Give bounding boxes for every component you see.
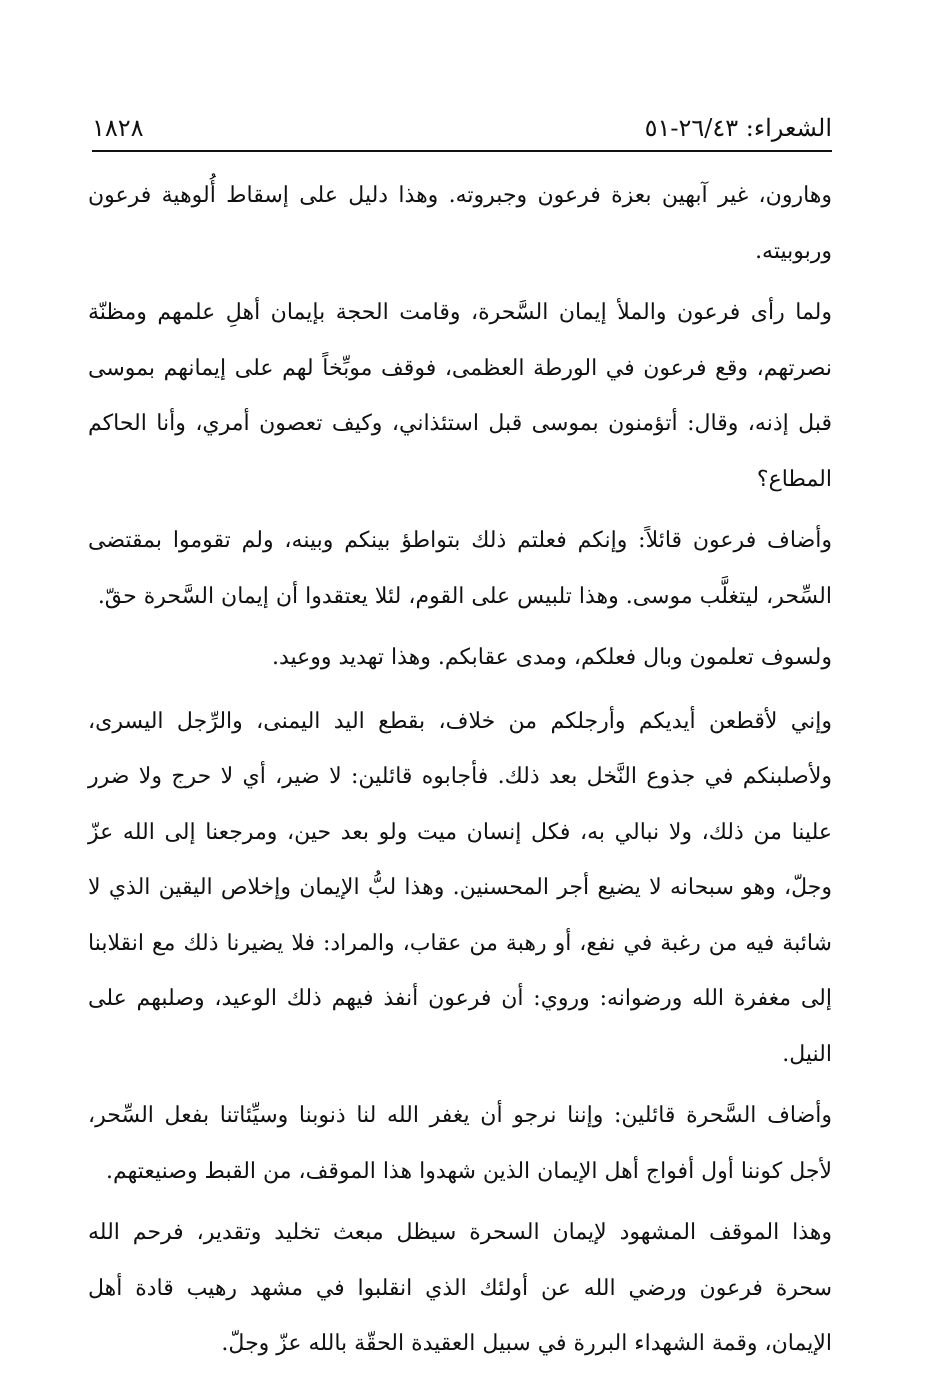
running-header <box>92 108 832 148</box>
commentary-body <box>88 168 832 1378</box>
paragraph-7: وهذا الموقف المشهود لإيمان السحرة سيظل مبعث تخليد وتقدير، فرحم الله سحرة فرعون ورضي الله عن أولئك الذي انقلبوا في مشهد رهيب قادة أهل الإيمان، وقمة الشهداء البررة في سبيل العقيدة الحقّة بالله عزّ وجلّ. <box>88 1220 832 1356</box>
paragraph-2: ولما رأى فرعون والملأ إيمان السَّحرة، وقامت الحجة بإيمان أهلِ علمهم ومظنّة نصرتهم، وقع فرعون في الورطة العظمى، فوقف موبِّخاً لهم على إيمانهم بموسى قبل إذنه، وقال: أتؤمنون بموسى قبل استئذاني، وكيف تعصون أمري، وأنا الحاكم المطاع؟ <box>88 300 832 492</box>
paragraph-3: وأضاف فرعون قائلاً: وإنكم فعلتم ذلك بتواطؤ بينكم وبينه، ولم تقوموا بمقتضى السِّحر، ليتغلَّب موسى. وهذا تلبيس على القوم، لئلا يعتقدوا أن إيمان السَّحرة حقّ. <box>88 528 832 609</box>
surah-verse-reference: الشعراء: ٢٦/٤٣-٥١ <box>644 114 832 142</box>
paragraph-4: ولسوف تعلمون وبال فعلكم، ومدى عقابكم. وهذا تهديد ووعيد. <box>271 645 832 670</box>
paragraph-5: وإني لأقطعن أيديكم وأرجلكم من خلاف، بقطع اليد اليمنى، والرِّجل اليسرى، ولأصلبنكم في جذوع النَّخل بعد ذلك. فأجابوه قائلين: لا ضير، أي لا حرج ولا ضرر علينا من ذلك، ولا نبالي به، فكل إنسان ميت ولو بعد حين، ومرجعنا إلى الله عزّ وجلّ، وهو سبحانه لا يضيع أجر المحسنين. وهذا لبُّ الإيمان وإخلاص اليقين الذي لا شائبة فيه من رغبة في نفع، أو رهبة من عقاب، والمراد: فلا يضيرنا ذلك مع انقلابنا إلى مغفرة الله ورضوانه: وروي: أن فرعون أنفذ فيهم ذلك الوعيد، وصلبهم على النيل. <box>88 708 832 1067</box>
paragraph-1: وهارون، غير آبهين بعزة فرعون وجبروته. وهذا دليل على إسقاط أُلوهية فرعون وربوبيته. <box>88 183 832 264</box>
header-divider <box>92 150 832 152</box>
page-number: ١٨٢٨ <box>92 114 144 142</box>
paragraph-6: وأضاف السَّحرة قائلين: وإننا نرجو أن يغفر الله لنا ذنوبنا وسيِّئاتنا بفعل السِّحر، لأجل كوننا أول أفواج أهل الإيمان الذين شهدوا هذا الموقف، من القبط وصنيعتهم. <box>88 1103 832 1184</box>
